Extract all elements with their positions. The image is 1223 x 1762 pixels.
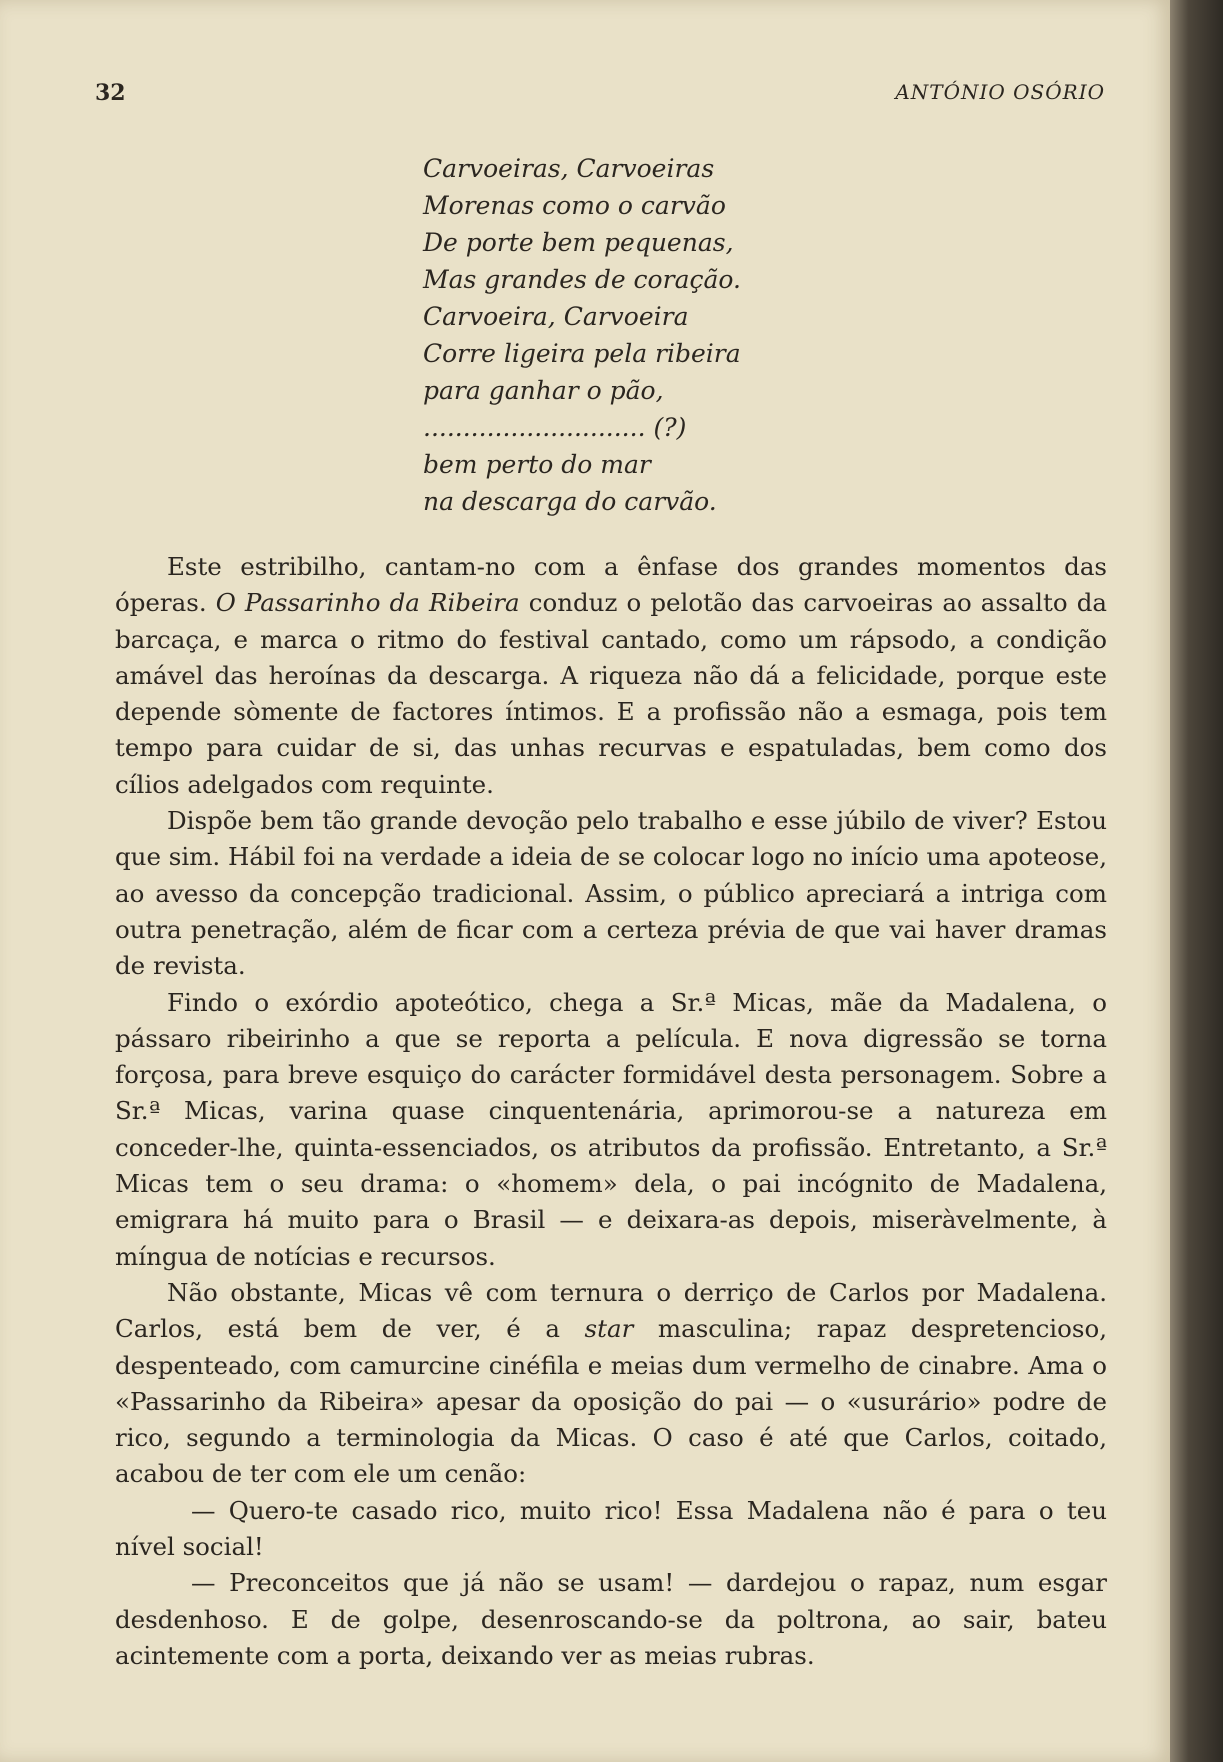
paragraph-1-start: Este estribilho, cantam-no com a ênfase dos grandes momentos das óperas. bbox=[115, 552, 1107, 618]
film-title: O Passarinho da Ribeira bbox=[215, 588, 520, 618]
page-header bbox=[95, 80, 1105, 110]
poem-line: De porte bem pequenas, bbox=[423, 228, 734, 257]
dialogue-line-1: — Quero-te casado rico, muito rico! Essa Madalena não é para o teu nível social! bbox=[115, 1495, 1107, 1562]
poem-line: Morenas como o carvão bbox=[423, 191, 726, 220]
body-text bbox=[115, 549, 1107, 1674]
emphasized-word: star bbox=[584, 1314, 634, 1344]
poem-line: Corre ligeira pela ribeira bbox=[423, 339, 741, 368]
poem-stanza bbox=[423, 150, 883, 520]
poem-line: Carvoeira, Carvoeira bbox=[423, 302, 689, 331]
paragraph-1 bbox=[115, 549, 1107, 803]
paragraph-4-end: masculina; rapaz despretencioso, despenteado, com camurcine cinéfila e meias dum vermelho de cinabre. Ama o «Passarinho da Ribeira» apesar da oposição do pai — o «usurário» podre de rico, segundo a terminologia da Micas. O caso é até que Carlos, coitado, acabou de ter com ele um cenão: bbox=[115, 1314, 1108, 1489]
page-number: 32 bbox=[95, 80, 126, 106]
poem-line: Mas grandes de coração. bbox=[423, 265, 741, 294]
poem-line: Carvoeiras, Carvoeiras bbox=[423, 154, 715, 183]
poem-line-ellipsis: ............................ (?) bbox=[423, 413, 687, 442]
paragraph-4 bbox=[115, 1275, 1107, 1493]
dialogue-line-2: — Preconceitos que já não se usam! — dardejou o rapaz, num esgar desdenhoso. E de golpe, desenroscando-se da poltrona, ao sair, bateu acintemente com a porta, deixando ver as meias rubras. bbox=[115, 1568, 1107, 1670]
paragraph-2: Dispõe bem tão grande devoção pelo trabalho e esse júbilo de viver? Estou que sim. Hábil foi na verdade a ideia de se colocar logo no início uma apoteose, ao avesso da concepção tradicional. Assim, o público apreciará a intriga com outra penetração, além de ficar com a certeza prévia de que vai haver dramas de revista. bbox=[115, 806, 1107, 981]
poem-line: na descarga do carvão. bbox=[423, 487, 717, 516]
paragraph-3: Findo o exórdio apoteótico, chega a Sr.ª Micas, mãe da Madalena, o pássaro ribeirinho a que se reporta a película. E nova digressão se torna forçosa, para breve esquiço do carácter formidável desta personagem. Sobre a Sr.ª Micas, varina quase cinquentenária, aprimorou-se a natureza em conceder-lhe, quinta-essenciados, os atributos da profissão. Entretanto, a Sr.ª Micas tem o seu drama: o «homem» dela, o pai incógnito de Madalena, emigrara há muito para o Brasil — e deixara-as depois, miseràvelmente, à míngua de notícias e recursos. bbox=[115, 987, 1107, 1271]
paragraph-4-start: Não obstante, Micas vê com ternura o derriço de Carlos por Madalena. Carlos, está bem de ver, é a bbox=[115, 1277, 1107, 1344]
poem-line: para ganhar o pão, bbox=[423, 376, 664, 405]
paragraph-1-end: conduz o pelotão das carvoeiras ao assalto da barcaça, e marca o ritmo do festival cantado, como um rápsodo, a condição amável das heroínas da descarga. A riqueza não dá a felicidade, porque este depende sòmente de factores íntimos. E a profissão não a esmaga, pois tem tempo para cuidar de si, das unhas recurvas e espatuladas, bem como dos cílios adelgados com requinte. bbox=[115, 588, 1107, 799]
book-binding-edge bbox=[1170, 0, 1223, 1762]
running-head: ANTÓNIO OSÓRIO bbox=[895, 80, 1105, 104]
poem-line: bem perto do mar bbox=[423, 450, 651, 479]
